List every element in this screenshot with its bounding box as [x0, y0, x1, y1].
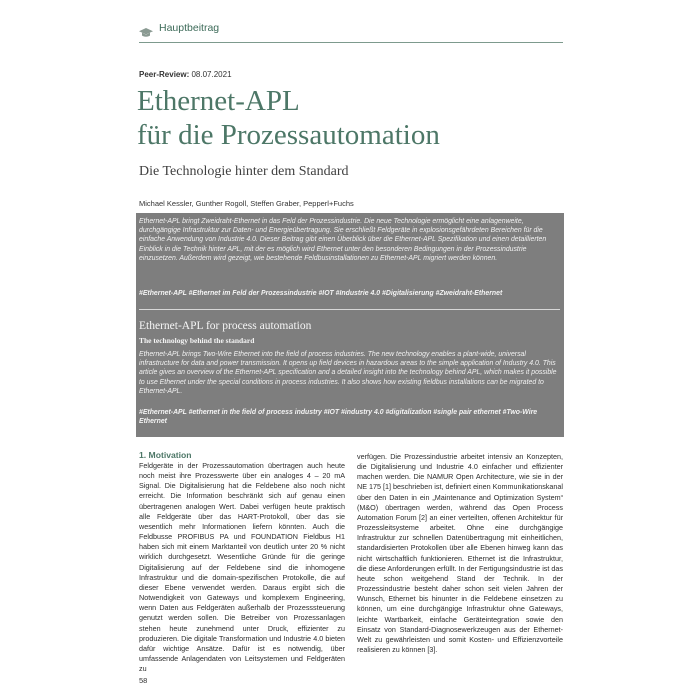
- abstract-german: Ethernet-APL bringt Zweidraht-Ethernet in das Feld der Prozessindustrie. Die neue Technologie ermöglicht eine anlagenweite, durchgängige Infrastruktur zur Daten- und Energieübertragung. Sie erschließt Feldgeräte in explosionsgefährdeten Bereichen für die einfache Anwendung von Industrie 4.0. Dieser Beitrag gibt einen Überblick über die Ethernet-APL Spezifikation und einen detaillierten Einblick in die Technik hinter APL, mit der es möglich wird Ethernet unter den besonderen Bedingungen in der Prozessindustrie einzusetzen. Außerdem wird gezeigt, wie bestehende Feldbusinstallationen zu Ethernet-APL migriert werden können.: [139, 218, 547, 262]
- page-title: [137, 84, 567, 152]
- english-title: Ethernet-APL for process automation: [139, 320, 312, 332]
- keywords-english: #Ethernet-APL #ethernet in the field of process industry #IOT #industry 4.0 #digitalization #single pair ethernet #Two-Wire Ethernet: [139, 409, 538, 426]
- authors: Michael Kessler, Gunther Rogoll, Steffen Graber, Pepperl+Fuchs: [139, 199, 354, 208]
- body-text-right: verfügen. Die Prozessindustrie arbeitet intensiv an Konzepten, die Digitalisierung und Industrie 4.0 einfacher und effizienter machen werden. Die NAMUR Open Architecture, wie sie in der NE 175 [1] beschrieben ist, definiert einen Kommunikationskanal über den Daten in ein „Maintenance and Optimization System“ (M&O) übertragen werden, während das Open Process Automation Forum [2] an einer verteilten, offenen Architektur für Prozessleitsysteme arbeitet. Ohne eine durchgängige Infrastruktur zur schnellen Datenübertragung mit einheitlichen, standardisierten Protokollen über alle Ebenen hinweg kann das nicht wirtschaftlich funktionieren. Ethernet ist die Infrastruktur, die diese Anforderungen erfüllt. In der Fertigungsindustrie ist das heute schon weitgehend Stand der Technik. In der Prozessindustrie besteht daher schon seit vielen Jahren der Wunsch, Ethernet bis hinunter in die Feldebene einsetzen zu können, um eine durchgängige Infrastruktur ohne Gateways, leichte Wartbarkeit, einfache Geräteintegration sowie den Einsatz von Standard-Diagnosewerkzeugen aus der Ethernet-Welt zu gewährleisten und somit Kosten- und Effizienzvorteile realisieren zu können [3].: [357, 452, 563, 654]
- header-rule: [139, 42, 563, 43]
- page-subtitle: Die Technologie hinter dem Standard: [139, 164, 349, 179]
- section-heading: 1. Motivation: [139, 450, 192, 460]
- peer-review-label: Peer-Review:: [139, 70, 190, 79]
- body-text-left: Feldgeräte in der Prozessautomation übertragen auch heute noch meist ihre Prozesswerte über ein analoges 4 – 20 mA Signal. Die Digitalisierung hat die Feldebene also noch nicht erreicht. Die Information beschränkt sich auf genau einen übertragenen analogen Wert. Dabei verfügen heute praktisch alle Feldgeräte über das HART-Protokoll, über das sie wesentlich mehr Informationen liefern könnten. Auch die Feldbusse PROFIBUS PA und FOUNDATION Fieldbus H1 haben sich mit einem Marktanteil von deutlich unter 20 % nicht wirklich durchgesetzt. Wesentliche Gründe für die geringe Digitalisierung auf der Feldebene sind die inhomogene Infrastruktur und die domain-spezifischen Protokolle, die auf dieser Ebene verwendet werden. Daraus ergibt sich die Notwendigkeit von Gateways und komplexem Engineering, wenn Daten aus Feldgeräten außerhalb der Prozesssteuerung genutzt werden sollen. Die Betreiber von Prozessanlagen stehen heute zunehmend unter Druck, effizienter zu produzieren. Die digitale Transformation und Industrie 4.0 bieten dafür wichtige Ansätze. Dafür ist es notwendig, über umfassende Anlagendaten von Leitsystemen und Feldgeräten zu: [139, 461, 345, 674]
- peer-review-line: [139, 70, 232, 79]
- keywords-german: #Ethernet-APL #Ethernet im Feld der Prozessindustrie #IOT #Industrie 4.0 #Digitalisierung #Zweidraht-Ethernet: [139, 290, 503, 297]
- title-line-2: für die Prozessautomation: [137, 119, 440, 151]
- graduation-cap-icon: [139, 23, 153, 33]
- title-line-1: Ethernet-APL: [137, 85, 300, 117]
- body-column-left: [139, 450, 345, 674]
- abstract-divider: [139, 309, 560, 310]
- english-subtitle: The technology behind the standard: [139, 336, 255, 345]
- abstract-english: Ethernet-APL brings Two-Wire Ethernet into the field of process industries. The new technology enables a plant-wide, universal infrastructure for data and power transmission. It opens up field devices in hazardous areas to the simple application of Industry 4.0. This article gives an overview of the Ethernet-APL specification and a detailed insight into the technology behind APL, which makes it possible to use Ethernet under the special conditions in process industries. It also shows how existing fieldbus installations can be migrated to Ethernet-APL.: [139, 351, 557, 395]
- section-header: [139, 22, 219, 34]
- body-column-right: [357, 452, 563, 655]
- page-number: 58: [139, 676, 148, 685]
- peer-review-date: 08.07.2021: [191, 70, 232, 79]
- section-label: Hauptbeitrag: [159, 22, 220, 34]
